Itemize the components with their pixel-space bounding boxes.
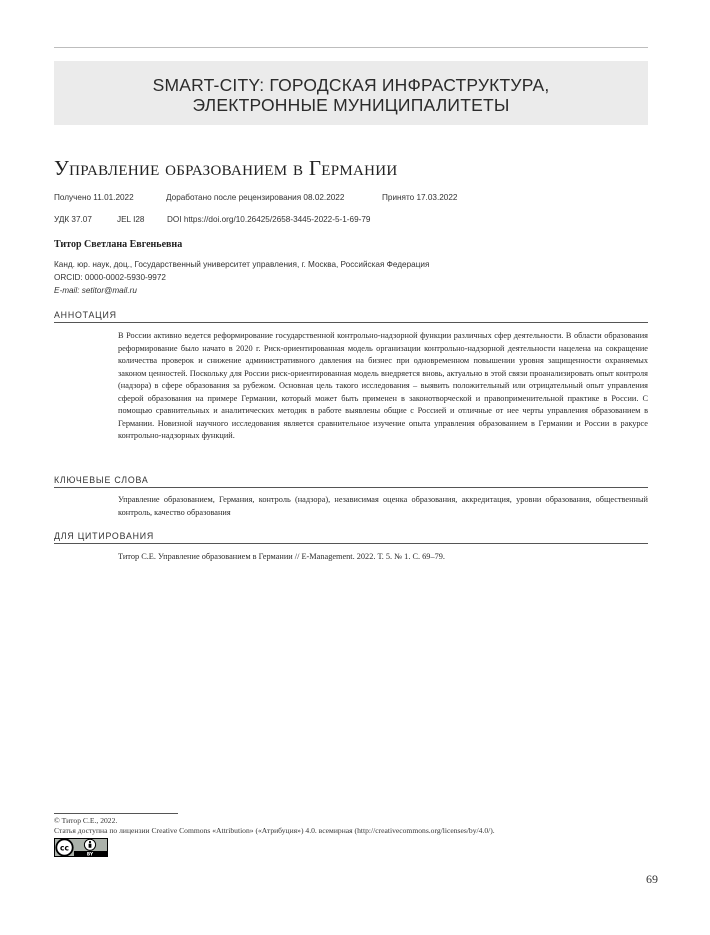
copyright-note: © Титор С.Е., 2022.: [54, 816, 118, 825]
jel-code: JEL I28: [117, 215, 145, 224]
keywords-text: Управление образованием, Германия, контроль (надзора), независимая оценка образования, аккредитация, уровни образования, общественный контроль, качество образования: [118, 495, 648, 517]
codes-line: [54, 215, 370, 224]
section-title-line-2: ЭЛЕКТРОННЫЕ МУНИЦИПАЛИТЕТЫ: [192, 95, 510, 115]
udk-code: УДК 37.07: [54, 215, 92, 224]
abstract-text: В России активно ведется реформирование государственной контрольно-надзорной функции различных сфер деятельности. В области образования реформирование было начато в 2020 г. Риск-ориентированная модель организации контрольно-надзорной деятельности нацелена на сокращение количества проверок и снижение административного давления на бизнес при одновременном повышении уровня защищенности охраняемых законом ценностей. Поскольку для России риск-ориентированная модель внедряется вновь, актуально в этой связи проанализировать опыт контроля (надзора) в сфере образования за рубежом. Основная цель такого исследования – выявить положительный или отрицательный опыт управления сферой образования на примере Германии, который может быть применен в законотворческой и правоприменительной практике в России. С помощью сравнительных и аналитических методик в работе выявлены общие с Россией и отличные от нее черты управления образованием в Германии. Новизной научного исследования является сравнительное изучение опыта управления образованием в Германии и России в ракурсе контрольно-надзорных функций.: [118, 331, 648, 440]
abstract-heading: АННОТАЦИЯ: [54, 310, 648, 323]
author-name: Титор Светлана Евгеньевна: [54, 239, 183, 250]
section-title-line-1: SMART-CITY: ГОРОДСКАЯ ИНФРАСТРУКТУРА,: [152, 75, 550, 95]
by-badge-text: BY: [86, 852, 94, 857]
keywords-heading: КЛЮЧЕВЫЕ СЛОВА: [54, 475, 648, 488]
citation-text: Титор С.Е. Управление образованием в Германии // E-Management. 2022. Т. 5. № 1. С. 69–79.: [118, 552, 445, 561]
license-note: Статья доступна по лицензии Creative Commons «Attribution» («Атрибуция») 4.0. всемирная (http://creativecommons.org/licenses/by/4.0/).: [54, 826, 495, 835]
doi-link[interactable]: DOI https://doi.org/10.26425/2658-3445-2022-5-1-69-79: [167, 215, 371, 224]
received-date: Получено 11.01.2022: [54, 193, 134, 202]
accepted-date: Принято 17.03.2022: [382, 193, 458, 202]
citation-heading: ДЛЯ ЦИТИРОВАНИЯ: [54, 531, 648, 544]
cc-by-license-icon[interactable]: [54, 838, 108, 857]
page-number: 69: [646, 872, 658, 886]
author-orcid: ORCID: 0000-0002-5930-9972: [54, 273, 166, 282]
cc-badge-text: cc: [60, 843, 69, 853]
dates-line: [54, 193, 457, 202]
top-rule: [54, 47, 648, 48]
author-affiliation: Канд. юр. наук, доц., Государственный университет управления, г. Москва, Российская Федерация: [54, 260, 430, 269]
revised-date: Доработано после рецензирования 08.02.2022: [166, 193, 345, 202]
section-banner: [54, 61, 648, 125]
footnote-rule: [54, 813, 178, 814]
article-title: Управление образованием в Германии: [54, 156, 398, 180]
author-email[interactable]: E-mail: setitor@mail.ru: [54, 286, 137, 295]
